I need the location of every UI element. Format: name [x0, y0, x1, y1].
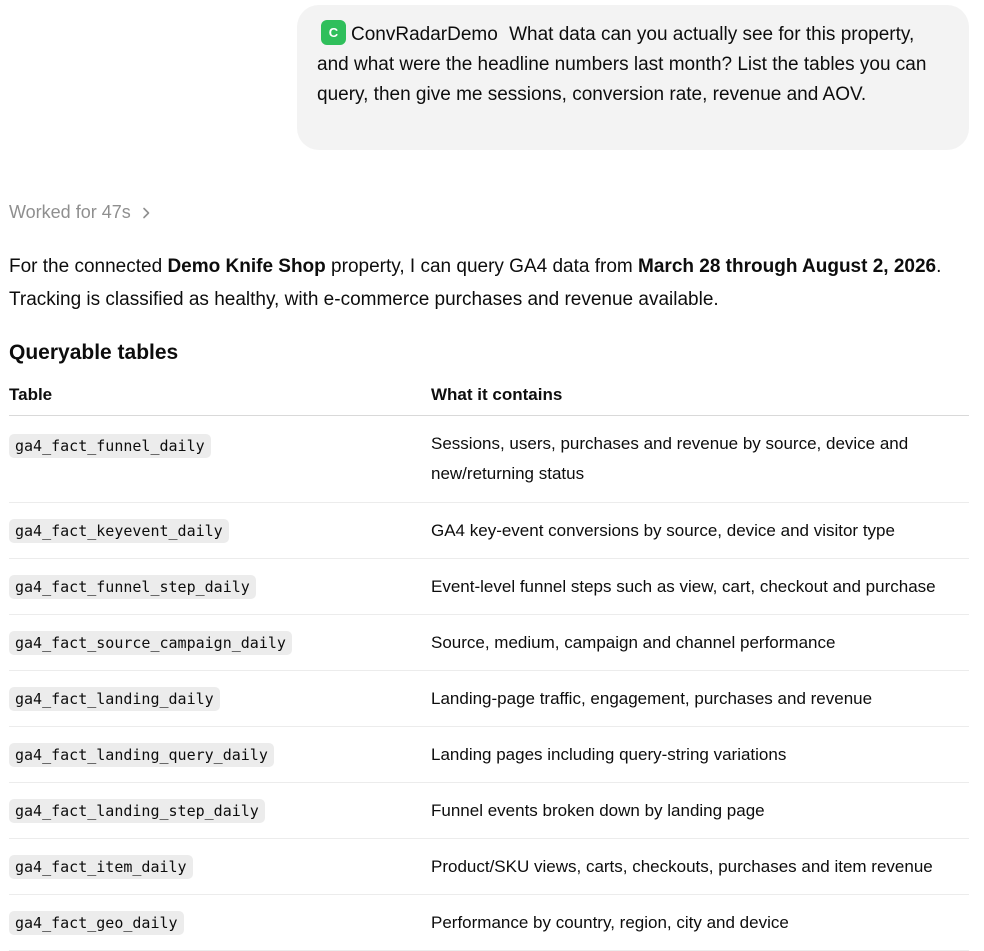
table-name-code: ga4_fact_source_campaign_daily	[9, 631, 292, 655]
worked-for-toggle[interactable]	[9, 202, 153, 223]
table-row	[9, 559, 969, 615]
table-description: GA4 key-event conversions by source, device and visitor type	[431, 503, 969, 559]
table-name-code: ga4_fact_landing_step_daily	[9, 799, 265, 823]
table-row	[9, 671, 969, 727]
table-row	[9, 783, 969, 839]
tables-list	[9, 374, 969, 951]
user-message-text: What data can you actually see for this property, and what were the headline numbers last month? List the tables you can query, then give me sessions, conversion rate, revenue and AOV.	[317, 24, 927, 105]
date-range: March 28 through August 2, 2026	[638, 256, 937, 277]
table-name-code: ga4_fact_funnel_step_daily	[9, 575, 256, 599]
table-row	[9, 416, 969, 503]
answer-part1: For the connected	[9, 256, 168, 277]
worked-for-label: Worked for 47s	[9, 202, 131, 222]
table-description: Product/SKU views, carts, checkouts, purchases and item revenue	[431, 839, 969, 895]
table-row	[9, 727, 969, 783]
table-name-code: ga4_fact_funnel_daily	[9, 434, 211, 458]
table-name-code: ga4_fact_landing_query_daily	[9, 743, 274, 767]
property-name: Demo Knife Shop	[167, 256, 326, 277]
app-icon: C	[321, 20, 346, 45]
table-row	[9, 503, 969, 559]
table-description: Performance by country, region, city and device	[431, 895, 969, 951]
answer-part2: property, I can query GA4 data from	[325, 256, 639, 277]
app-mention[interactable]	[317, 24, 504, 45]
column-header-contains: What it contains	[431, 374, 969, 416]
table-name-code: ga4_fact_geo_daily	[9, 911, 184, 935]
chevron-right-icon	[139, 206, 153, 220]
table-row	[9, 895, 969, 951]
table-description: Source, medium, campaign and channel performance	[431, 615, 969, 671]
table-description: Landing-page traffic, engagement, purchases and revenue	[431, 671, 969, 727]
column-header-table: Table	[9, 374, 431, 416]
answer-part3: . Tracking is classified as healthy, with e-commerce purchases and revenue available.	[9, 256, 942, 310]
user-message-bubble	[297, 5, 969, 150]
app-name: ConvRadarDemo	[351, 24, 498, 45]
section-title: Queryable tables	[9, 341, 179, 364]
assistant-answer	[9, 250, 969, 316]
table-description: Funnel events broken down by landing page	[431, 783, 969, 839]
table-name-code: ga4_fact_landing_daily	[9, 687, 220, 711]
table-row	[9, 615, 969, 671]
table-name-code: ga4_fact_keyevent_daily	[9, 519, 229, 543]
table-row	[9, 839, 969, 895]
table-name-code: ga4_fact_item_daily	[9, 855, 193, 879]
table-description: Landing pages including query-string variations	[431, 727, 969, 783]
table-description: Sessions, users, purchases and revenue by source, device and new/returning status	[431, 416, 969, 503]
table-description: Event-level funnel steps such as view, cart, checkout and purchase	[431, 559, 969, 615]
